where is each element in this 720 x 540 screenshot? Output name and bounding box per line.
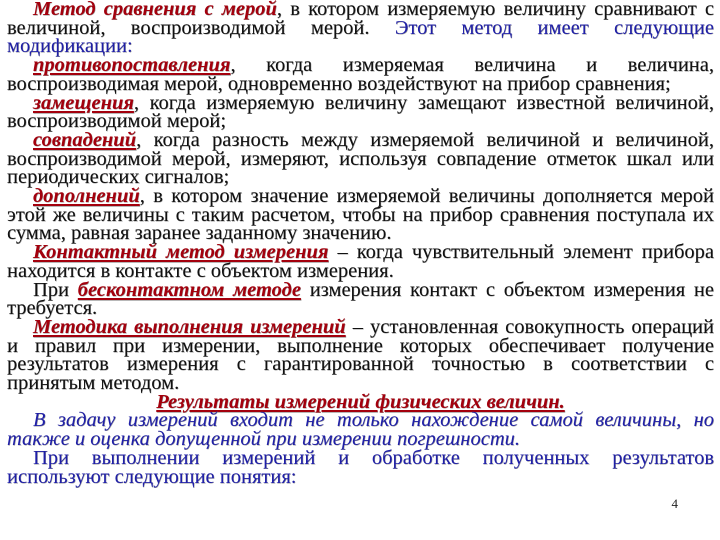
paragraph-addition [7, 187, 714, 243]
slide-body [7, 0, 714, 486]
paragraph-measurement-procedure [7, 315, 714, 395]
term-opposition: противопоставления [33, 54, 231, 77]
paragraph-text: , когда измеряемую величину замещают известной величиной, воспроизводимой мерой; [7, 91, 714, 133]
term-comparison-method: Метод сравнения с мерой [33, 0, 277, 20]
paragraph-text: измерения контакт с объектом измерения не требуется. [7, 278, 714, 320]
paragraph-concepts [7, 446, 714, 488]
paragraph-contact-method [7, 243, 714, 280]
term-substitution: замещения [33, 91, 134, 114]
paragraph-contactless-method [7, 278, 714, 320]
paragraph-substitution [7, 91, 714, 133]
term-contactless-method: бесконтактном методе [77, 278, 301, 301]
paragraph-text: – когда чувствительный элемент прибора находится в контакте с объектом измерения. [7, 241, 714, 282]
paragraph-text-blue: При выполнении измерений и обработке полученных результатов используют следующие понятия: [7, 446, 714, 488]
paragraph-text: , когда измеряемая величина и величина, воспроизводимая мерой, одновременно воздействуют на прибор сравнения; [7, 54, 714, 95]
paragraph-coincidence [7, 128, 714, 189]
paragraph-text: – установленная совокупность операций и правил при измерении, выполнение которых обеспечивает получение результатов измерения с гарантированной точностью в соответствии с принятым методом. [7, 315, 714, 395]
page-number: 4 [671, 496, 678, 511]
paragraph-text: При [33, 278, 78, 301]
paragraph-measurement-task [7, 409, 714, 451]
paragraph-text: , когда разность между измеряемой величиной и величиной, воспроизводимой мерой, измеряют, используя совпадение отметок шкал или периодических сигналов; [7, 128, 714, 189]
paragraph-text-italic: В задачу измерений входит не только нахождение самой величины, но также и оценка допущенной при измерении погрешности. [7, 409, 714, 451]
paragraph-text-blue: Этот метод имеет следующие модификации: [7, 16, 714, 58]
heading-results: Результаты измерений физических величин. [156, 390, 565, 413]
term-addition: дополнений [33, 185, 140, 208]
paragraph-comparison-method [7, 0, 714, 56]
term-measurement-procedure: Методика выполнения измерений [33, 315, 346, 338]
term-coincidence: совпадений [33, 128, 137, 151]
paragraph-text: , в котором значение измеряемой величины дополняется мерой этой же величины с таким расчетом, чтобы на прибор сравнения поступала их сумма, равная заранее заданному значению. [7, 185, 714, 245]
term-contact-method: Контактный метод измерения [33, 241, 329, 264]
paragraph-text: , в котором измеряемую величину сравнивают с величиной, воспроизводимой мерой. [7, 0, 714, 39]
paragraph-opposition [7, 56, 714, 93]
